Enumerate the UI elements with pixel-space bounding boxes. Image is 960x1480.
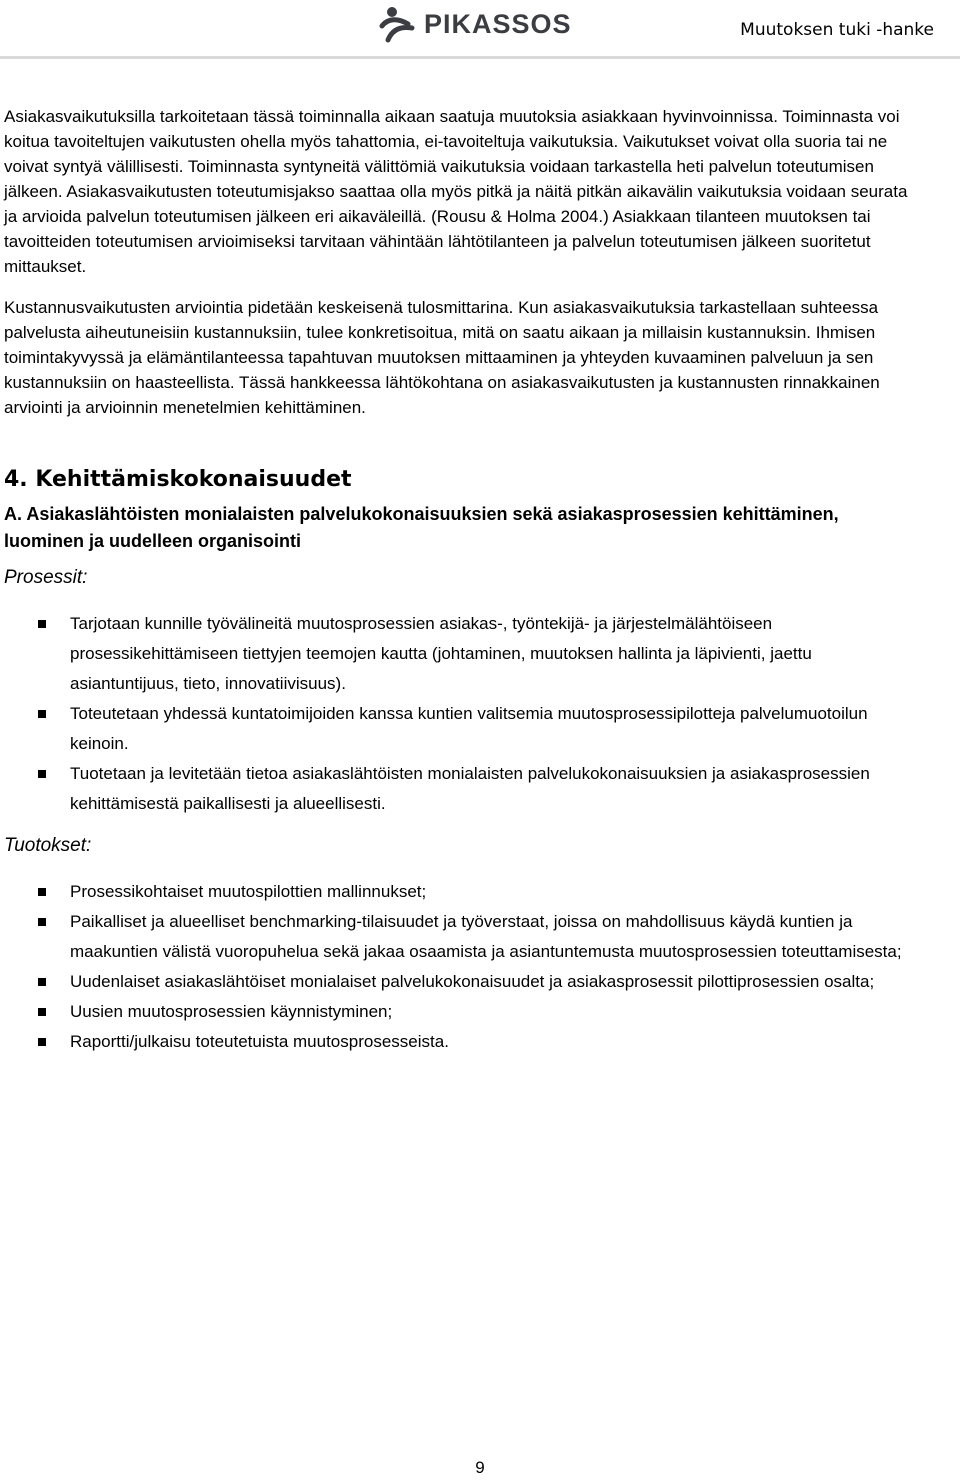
logo-text: PIKASSOS bbox=[424, 8, 572, 39]
project-title: Muutoksen tuki -hanke bbox=[740, 20, 934, 40]
prosessit-list bbox=[4, 609, 908, 819]
list-item: Raportti/julkaisu toteutetuista muutosprosesseista. bbox=[4, 1027, 908, 1057]
pikassos-logo bbox=[378, 2, 572, 46]
section-subheading: A. Asiakaslähtöisten monialaisten palvelukokonaisuuksien sekä asiakasprosessien kehittäminen, luominen ja uudelleen organisointi bbox=[4, 504, 839, 551]
list-item: Prosessikohtaiset muutospilottien mallinnukset; bbox=[4, 877, 908, 907]
tuotokset-list bbox=[4, 877, 908, 1057]
paragraph-kustannusvaikutukset: Kustannusvaikutusten arviointia pidetään keskeisenä tulosmittarina. Kun asiakasvaikutuksia tarkastellaan suhteessa palvelusta aiheutuneisiin kustannuksiin, tulee konkretisoitua, mitä on saatu aikaan ja millaisin kustannuksin. Ihmisen toimintakyvyssä ja elämäntilanteessa tapahtuvan muutoksen mittaaminen ja yhteyden kuvaaminen palveluun ja sen kustannuksiin on haasteellista. Tässä hankkeessa lähtökohtana on asiakasvaikutusten ja kustannusten rinnakkainen arviointi ja arvioinnin menetelmien kehittäminen. bbox=[4, 298, 880, 417]
page-header bbox=[0, 0, 960, 60]
list-item: Uudenlaiset asiakaslähtöiset monialaiset palvelukokonaisuudet ja asiakasprosessit pilottiprosessien osalta; bbox=[4, 967, 908, 997]
prosessit-label: Prosessit: bbox=[4, 567, 88, 588]
list-item: Tuotetaan ja levitetään tietoa asiakaslähtöisten monialaisten palvelukokonaisuuksien ja asiakasprosessien kehittämisestä paikallisesti ja alueellisesti. bbox=[4, 759, 908, 819]
paragraph-asiakasvaikutukset: Asiakasvaikutuksilla tarkoitetaan tässä toiminnalla aikaan saatuja muutoksia asiakkaan hyvinvoinnissa. Toiminnasta voi koitua tavoiteltujen vaikutusten ohella myös tahattomia, ei-tavoiteltuja vaikutuksia. Vaikutukset voivat olla suoria tai ne voivat syntyä välillisesti. Toiminnasta syntyneitä välittömiä vaikutuksia voidaan tarkastella heti palvelun toteutumisen jälkeen. Asiakasvaikutusten toteutumisjakso saattaa olla myös pitkä ja näitä pitkän aikavälin vaikutuksia voidaan seurata ja arvioida palvelun toteutumisen jälkeen eri aikaväleillä. (Rousu & Holma 2004.) Asiakkaan tilanteen muutoksen tai tavoitteiden toteutumisen arvioimiseksi tarvitaan vähintään lähtötilanteen ja palvelun toteutumisen jälkeen suoritetut mittaukset. bbox=[4, 107, 908, 276]
list-item: Tarjotaan kunnille työvälineitä muutosprosessien asiakas-, työntekijä- ja järjestelmälähtöiseen prosessikehittämiseen tiettyjen teemojen kautta (johtaminen, muutoksen hallinta ja läpivienti, jaettu asiantuntijuus, tieto, innovatiivisuus). bbox=[4, 609, 908, 699]
list-item: Paikalliset ja alueelliset benchmarking-tilaisuudet ja työverstaat, joissa on mahdollisuus käydä kuntien ja maakuntien välistä vuoropuhelua sekä jakaa osaamista ja asiantuntemusta muutosprosessien toteuttamisesta; bbox=[4, 907, 908, 967]
page-content bbox=[4, 104, 908, 1057]
section-heading: 4. Kehittämiskokonaisuudet bbox=[4, 467, 352, 492]
pikassos-logo-icon bbox=[378, 4, 418, 44]
page-number: 9 bbox=[475, 1458, 485, 1477]
list-item: Toteutetaan yhdessä kuntatoimijoiden kanssa kuntien valitsemia muutosprosessipilotteja palvelumuotoilun keinoin. bbox=[4, 699, 908, 759]
list-item: Uusien muutosprosessien käynnistyminen; bbox=[4, 997, 908, 1027]
tuotokset-label: Tuotokset: bbox=[4, 835, 92, 856]
header-divider bbox=[0, 56, 960, 59]
